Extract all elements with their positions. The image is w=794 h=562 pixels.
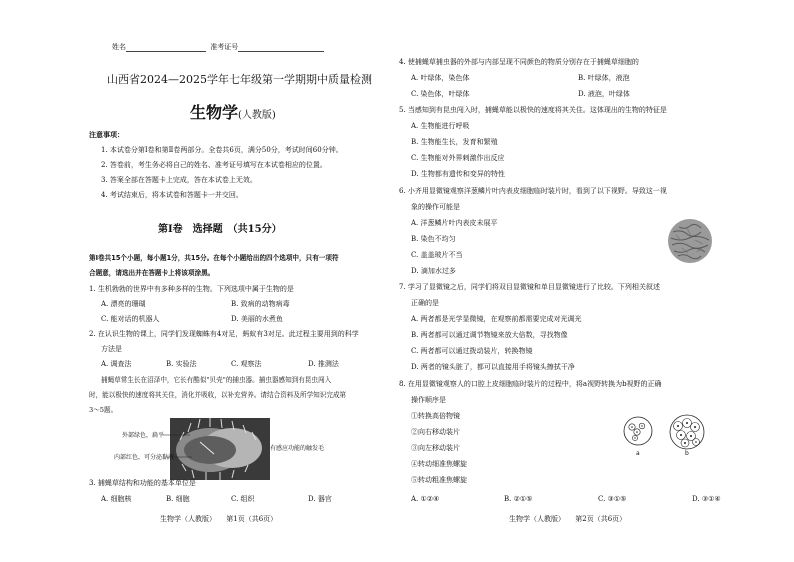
q6-option-d: D. 滴加水过多 xyxy=(411,267,456,275)
q8-step-2: ②向右移动装片 xyxy=(411,428,460,436)
q1-option-c: C. 能对话的机器人 xyxy=(101,315,160,323)
instructions-line-2: 合题意，请选出并在答题卡上将该项涂黑。 xyxy=(89,269,215,277)
q1-stem: 1. 生机勃勃的世界中有多种多样的生物。下列选项中属于生物的是 xyxy=(89,285,294,293)
material-line-2: 时，能以极快的速度将其关住，消化并吸收，以补充营养。请结合资料及所学知识完成第 xyxy=(89,391,347,399)
q5-option-d: D. 生物都有遗传和变异的特性 xyxy=(411,170,505,178)
q8-option-d: D. ③①④ xyxy=(692,495,721,503)
q8-stem-line-2: 操作顺序是 xyxy=(411,396,446,404)
footer-right xyxy=(509,515,626,524)
q7-option-a: A. 两者都是光学显微镜，在观察前都需要完成对光调光 xyxy=(411,315,582,323)
q5-stem: 5. 当感知到有昆虫闯入时，捕蝇草能以极快的速度将其关住。这体现出的生物的特征是 xyxy=(399,106,667,114)
q8-option-a: A. ①②④ xyxy=(411,495,440,503)
footer-left xyxy=(160,515,277,524)
q4-option-c: C. 染色体，叶绿体 xyxy=(411,90,470,98)
q4-option-a: A. 叶绿体，染色体 xyxy=(411,74,470,82)
exam-title: 山西省2024—2025学年七年级第一学期期中质量检测 xyxy=(107,73,372,86)
q3-option-a: A. 细胞核 xyxy=(101,495,132,503)
q5-option-a: A. 生物能进行呼吸 xyxy=(411,122,470,130)
q1-option-b: B. 致病的动物病毒 xyxy=(231,300,290,308)
q8-step-1: ①转换高倍物镜 xyxy=(411,412,460,420)
q1-option-a: A. 漂亮的珊瑚 xyxy=(101,300,146,308)
q6-option-a: A. 洋葱鳞片叶内表皮未展平 xyxy=(411,219,498,227)
section-title: 第Ⅰ卷 选择题 （共15分） xyxy=(158,224,282,235)
microscope-view-photo xyxy=(667,218,713,264)
q2-option-a: A. 调查法 xyxy=(101,360,132,368)
notes-title: 注意事项： xyxy=(89,130,124,139)
q8-option-b: B. ②①⑤ xyxy=(504,495,533,503)
q2-option-b: B. 实验法 xyxy=(166,360,197,368)
exam-page-2 xyxy=(399,0,794,562)
microscope-field-a xyxy=(623,416,653,446)
q7-option-d: D. 两者的镜头脏了，都可以直接用手将镜头擦拭干净 xyxy=(411,363,575,371)
q2-stem-line-2: 方法是 xyxy=(101,345,122,353)
q5-option-b: B. 生物能生长，发育和繁殖 xyxy=(411,138,498,146)
figure-leader-inner xyxy=(166,453,192,461)
material-line-1: 捕蝇草常生长在沼泽中，它长有酷似"贝壳"的捕虫器。捕虫器感知到有昆虫闯入 xyxy=(101,376,332,384)
q8-step-4: ④转动细准焦螺旋 xyxy=(411,460,467,468)
footer-subject: 生物学（人教版） xyxy=(160,515,216,523)
q8-step-5: ⑤转动粗准焦螺旋 xyxy=(411,476,467,484)
footer-subject: 生物学（人教版） xyxy=(509,515,565,523)
exam-id-blank xyxy=(238,44,324,52)
note-1: 1. 本试卷分第Ⅰ卷和第Ⅱ卷两部分。全卷共6页，满分50分，考试时间60分钟。 xyxy=(101,146,343,154)
q2-option-c: C. 观察法 xyxy=(231,360,262,368)
q7-stem-line-2: 正确的是 xyxy=(411,299,439,307)
exam-id-label: 准考证号 xyxy=(210,43,239,51)
instructions-line-1: 第Ⅰ卷共15个小题，每小题1分，共15分。在每个小题给出的四个选项中，只有一项符 xyxy=(89,254,339,262)
q8-stem-line-1: 8. 在用显微镜观察人的口腔上皮细胞临时装片的过程中，将a视野转换为b视野的正确 xyxy=(399,380,662,388)
figure-leader-outer xyxy=(162,431,190,439)
exam-page-1 xyxy=(0,0,395,562)
q6-option-b: B. 染色不均匀 xyxy=(411,235,456,243)
venus-flytrap-photo xyxy=(170,418,270,480)
q4-option-d: D. 液泡，叶绿体 xyxy=(578,90,630,98)
q7-stem-line-1: 7. 学习了显微镜之后，同学们将双目显微镜和单目显微镜进行了比较。下列相关叙述 xyxy=(399,283,660,291)
footer-page: 第2页（共6页） xyxy=(575,515,627,523)
q3-option-d: D. 器官 xyxy=(308,495,332,503)
q7-option-b: B. 两者都可以通过调节物镜来放大倍数，寻找物像 xyxy=(411,331,568,339)
q2-stem-line-1: 2. 在认识生物的课上，同学们发现蜘蛛有4对足，蚂蚁有3对足。此过程主要用到的科学 xyxy=(89,330,359,338)
q4-option-b: B. 叶绿体，液泡 xyxy=(578,74,630,82)
q2-option-d: D. 推测法 xyxy=(308,360,339,368)
name-label: 姓名 xyxy=(112,43,126,51)
field-b-label: b xyxy=(685,450,689,457)
q6-stem-line-2: 象的操作可能是 xyxy=(411,203,460,211)
q8-option-c: C. ③①⑤ xyxy=(598,495,627,503)
microscope-field-b xyxy=(669,414,705,450)
q1-option-d: D. 美丽的水煮鱼 xyxy=(231,315,283,323)
q4-stem: 4. 使捕蝇草捕虫器的外部与内部呈现不同颜色的物质分别存在于捕蝇草细胞的 xyxy=(399,58,639,66)
edition-label: (人教版) xyxy=(238,110,276,121)
q6-option-c: C. 盖盖玻片不当 xyxy=(411,251,463,259)
q3-option-b: B. 细胞 xyxy=(166,495,190,503)
footer-page: 第1页（共6页） xyxy=(226,515,278,523)
figure-label-hair: 有感应功能的触发毛 xyxy=(270,445,325,452)
q5-option-c: C. 生物能对外界刺激作出反应 xyxy=(411,154,505,162)
note-2: 2. 答卷前，考生务必将自己的姓名、准考证号填写在本试卷相应的位置。 xyxy=(101,161,327,169)
name-field xyxy=(112,43,324,52)
q6-stem-line-1: 6. 小齐用显微镜观察洋葱鳞片叶内表皮细胞临时装片时，看到了以下视野。导致这一视 xyxy=(399,187,667,195)
note-4: 4. 考试结束后，将本试卷和答题卡一并交回。 xyxy=(101,191,243,199)
q3-stem: 3. 捕蝇草结构和功能的基本单位是 xyxy=(89,479,196,487)
figure-label-inner: 内部红色，可分泌黏液 xyxy=(114,454,175,461)
q8-step-3: ③向左移动装片 xyxy=(411,444,460,452)
q7-option-c: C. 两者都可以通过拨动装片，转换物镜 xyxy=(411,347,533,355)
name-blank xyxy=(126,44,206,52)
subject-name: 生物学 xyxy=(190,103,239,122)
subject-title xyxy=(190,103,276,123)
q3-option-c: C. 组织 xyxy=(231,495,255,503)
material-line-3: 3～5题。 xyxy=(89,406,118,414)
field-a-label: a xyxy=(636,450,640,457)
figure-label-outer: 外部绿色，扁平 xyxy=(122,432,165,439)
note-3: 3. 答案全部在答题卡上完成，答在本试卷上无效。 xyxy=(101,176,257,184)
